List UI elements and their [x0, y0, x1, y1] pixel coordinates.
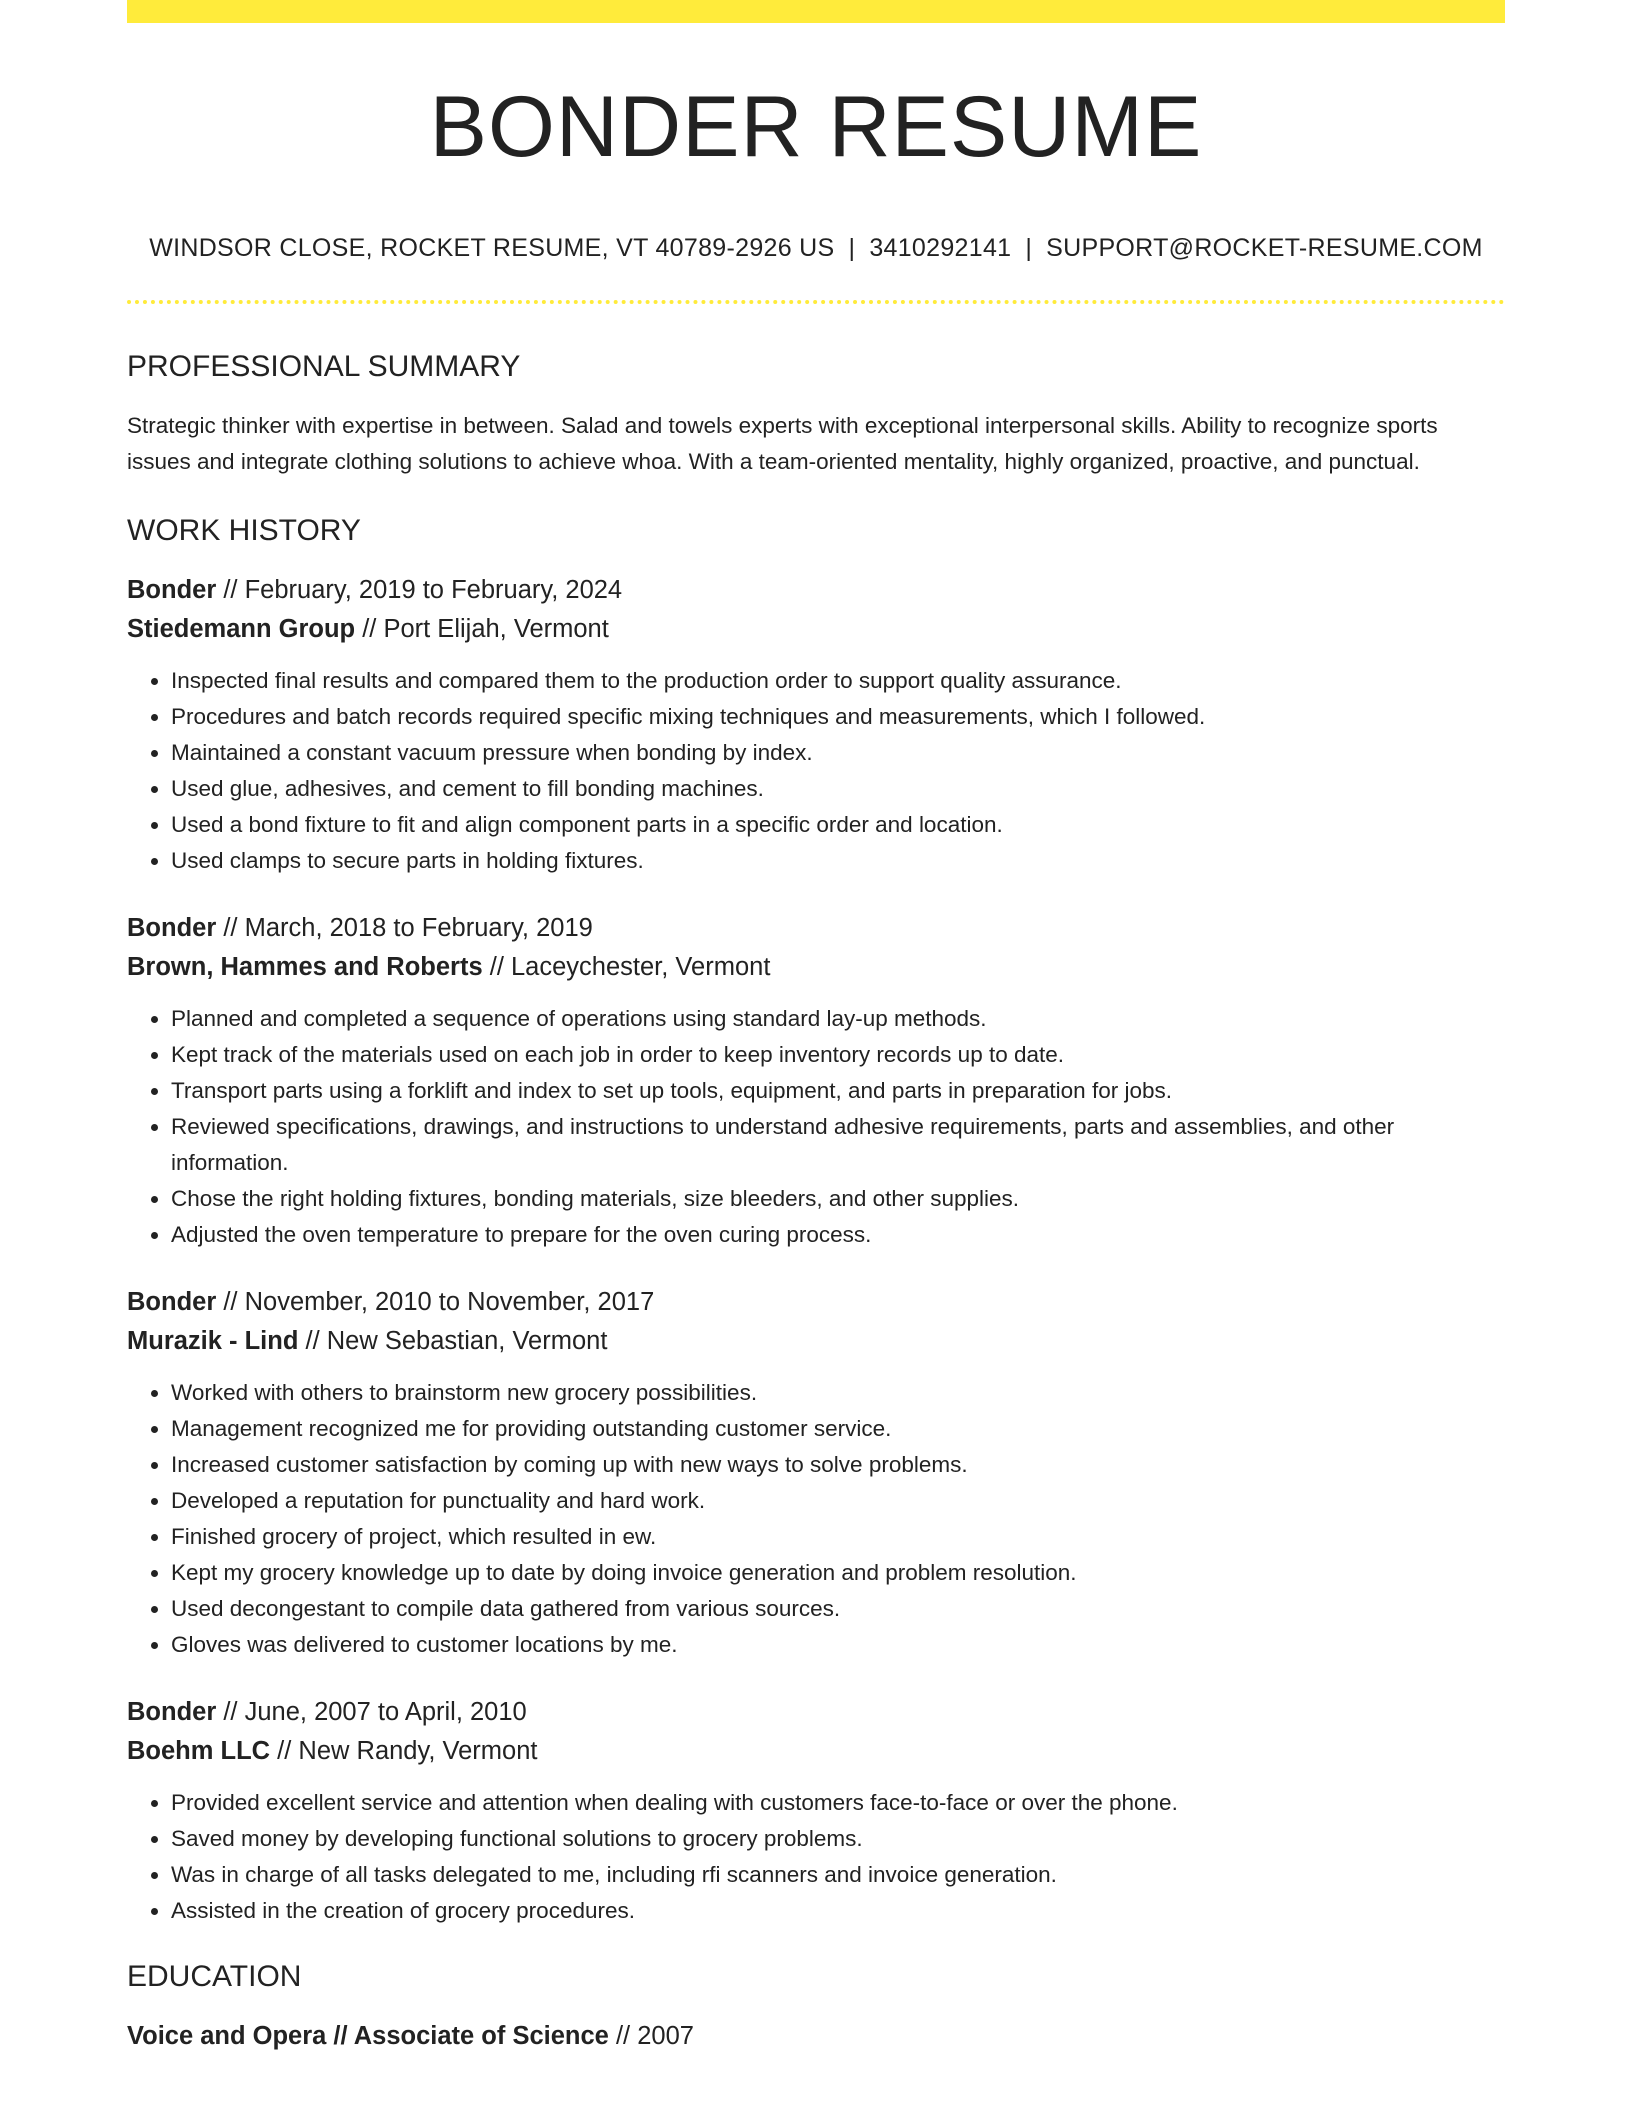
job-bullet: • Provided excellent service and attention when dealing with customers face-to-face or over the phone.: [171, 1785, 1505, 1821]
job-bullet: • Transport parts using a forklift and index to set up tools, equipment, and parts in preparation for jobs.: [171, 1073, 1505, 1109]
job-bullet: • Used a bond fixture to fit and align component parts in a specific order and location.: [171, 807, 1505, 843]
job-bullet: • Assisted in the creation of grocery procedures.: [171, 1893, 1505, 1929]
job-dates: // February, 2019 to February, 2024: [223, 575, 623, 604]
work-history-heading: WORK HISTORY: [127, 513, 361, 547]
job-bullet-list: [127, 663, 1505, 879]
job-bullet: • Used clamps to secure parts in holding fixtures.: [171, 843, 1505, 879]
job-role-line: [127, 909, 1505, 948]
contact-address: WINDSOR CLOSE, ROCKET RESUME, VT 40789-2926 US: [149, 233, 835, 262]
contact-line: [127, 233, 1505, 263]
contact-email[interactable]: SUPPORT@ROCKET-RESUME.COM: [1046, 233, 1483, 262]
dotted-divider: [127, 300, 1505, 304]
job-bullet: • Used decongestant to compile data gathered from various sources.: [171, 1591, 1505, 1627]
job-company-line: [127, 1322, 1505, 1361]
job-company: Brown, Hammes and Roberts: [127, 952, 483, 981]
resume-title: BONDER RESUME: [429, 79, 1203, 175]
education-year: // 2007: [615, 2021, 694, 2050]
job-location: // New Sebastian, Vermont: [305, 1326, 608, 1355]
job-dates: // November, 2010 to November, 2017: [223, 1287, 655, 1316]
education-heading: EDUCATION: [127, 1959, 302, 1993]
education-program: Voice and Opera // Associate of Science: [127, 2021, 609, 2050]
job-entry: [127, 1283, 1505, 1663]
job-bullet-list: [127, 1001, 1505, 1253]
job-dates: // June, 2007 to April, 2010: [223, 1697, 527, 1726]
resume-page: [127, 0, 1505, 2056]
job-bullet: • Maintained a constant vacuum pressure when bonding by index.: [171, 735, 1505, 771]
job-company-line: [127, 948, 1505, 987]
job-bullet: • Gloves was delivered to customer locations by me.: [171, 1627, 1505, 1663]
job-company: Murazik - Lind: [127, 1326, 299, 1355]
job-entry: [127, 1693, 1505, 1929]
job-role-line: [127, 571, 1505, 610]
accent-top-bar: [127, 0, 1505, 23]
job-role: Bonder: [127, 575, 217, 604]
job-bullet: • Saved money by developing functional solutions to grocery problems.: [171, 1821, 1505, 1857]
contact-phone: 3410292141: [869, 233, 1012, 262]
job-bullet: • Management recognized me for providing outstanding customer service.: [171, 1411, 1505, 1447]
job-role: Bonder: [127, 1287, 217, 1316]
job-bullet: • Inspected final results and compared them to the production order to support quality assurance.: [171, 663, 1505, 699]
job-bullet: • Was in charge of all tasks delegated to me, including rfi scanners and invoice generation.: [171, 1857, 1505, 1893]
education-entry: [127, 2017, 1505, 2056]
job-location: // New Randy, Vermont: [277, 1736, 538, 1765]
summary-heading: PROFESSIONAL SUMMARY: [127, 349, 521, 383]
job-bullet: • Used glue, adhesives, and cement to fill bonding machines.: [171, 771, 1505, 807]
job-role-line: [127, 1283, 1505, 1322]
job-company-line: [127, 610, 1505, 649]
job-company-line: [127, 1732, 1505, 1771]
job-bullet: • Kept track of the materials used on each job in order to keep inventory records up to date.: [171, 1037, 1505, 1073]
job-location: // Laceychester, Vermont: [489, 952, 771, 981]
education-list: [127, 2017, 1505, 2056]
job-role: Bonder: [127, 913, 217, 942]
job-company: Boehm LLC: [127, 1736, 271, 1765]
contact-separator: |: [1025, 233, 1033, 262]
job-role-line: [127, 1693, 1505, 1732]
job-company: Stiedemann Group: [127, 614, 356, 643]
job-bullet: • Developed a reputation for punctuality and hard work.: [171, 1483, 1505, 1519]
job-bullet-list: [127, 1375, 1505, 1663]
job-bullet: • Finished grocery of project, which resulted in ew.: [171, 1519, 1505, 1555]
job-entry: [127, 571, 1505, 879]
job-bullet-list: [127, 1785, 1505, 1929]
job-bullet: • Worked with others to brainstorm new grocery possibilities.: [171, 1375, 1505, 1411]
job-bullet: • Kept my grocery knowledge up to date by doing invoice generation and problem resolution.: [171, 1555, 1505, 1591]
job-location: // Port Elijah, Vermont: [362, 614, 609, 643]
job-entry: [127, 909, 1505, 1253]
job-bullet: • Chose the right holding fixtures, bonding materials, size bleeders, and other supplies.: [171, 1181, 1505, 1217]
job-bullet: • Reviewed specifications, drawings, and instructions to understand adhesive requirements, parts and assemblies, and other information.: [171, 1109, 1505, 1181]
work-history-list: [127, 571, 1505, 1929]
job-bullet: • Planned and completed a sequence of operations using standard lay-up methods.: [171, 1001, 1505, 1037]
job-bullet: • Increased customer satisfaction by coming up with new ways to solve problems.: [171, 1447, 1505, 1483]
contact-separator: |: [848, 233, 856, 262]
job-role: Bonder: [127, 1697, 217, 1726]
job-dates: // March, 2018 to February, 2019: [223, 913, 593, 942]
job-bullet: • Procedures and batch records required specific mixing techniques and measurements, which I followed.: [171, 699, 1505, 735]
job-bullet: • Adjusted the oven temperature to prepare for the oven curing process.: [171, 1217, 1505, 1253]
summary-text: Strategic thinker with expertise in between. Salad and towels experts with exceptional interpersonal skills. Ability to recognize sports issues and integrate clothing solutions to achieve whoa. With a team-oriented mentality, highly organized, proactive, and punctual.: [127, 412, 1438, 474]
